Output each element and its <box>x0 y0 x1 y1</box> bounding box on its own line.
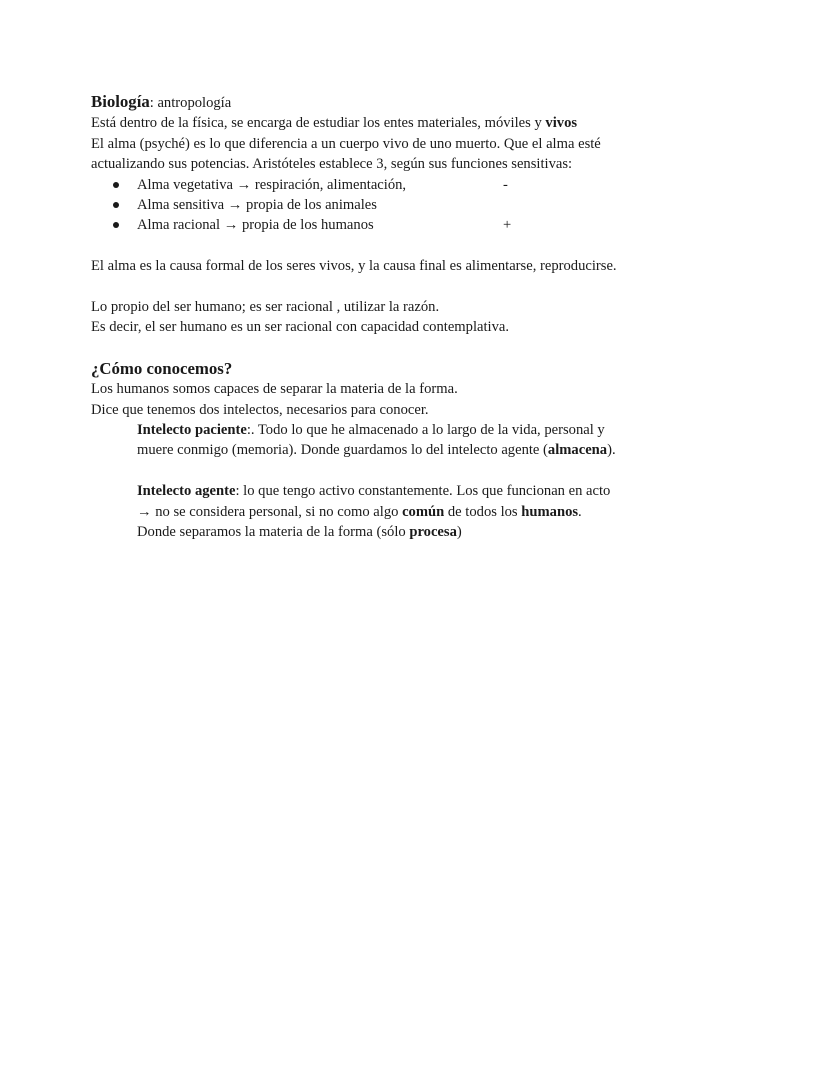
bold-text: procesa <box>409 524 457 541</box>
text-span: muere conmigo (memoria). Donde guardamos lo del intelecto agente ( <box>137 442 548 459</box>
paragraph-line: Lo propio del ser humano; es ser racional , utilizar la razón. <box>91 299 440 316</box>
spacer <box>91 338 741 358</box>
list-item-mark: + <box>503 217 512 234</box>
paragraph-line: Es decir, el ser humano es un ser racional con capacidad contemplativa. <box>91 319 510 336</box>
bold-text: humanos <box>521 503 579 520</box>
intelecto-paciente-block <box>91 420 741 461</box>
paragraph-line <box>91 113 741 133</box>
paragraph-line <box>137 481 741 501</box>
intelecto-agente-block <box>91 481 741 542</box>
section-title: Biología <box>91 92 150 111</box>
spacer <box>91 236 741 256</box>
paragraph-line <box>137 502 741 522</box>
bullet-icon <box>113 182 119 188</box>
text-span: . <box>578 503 582 520</box>
paragraph-line: actualizando sus potencias. Aristóteles establece 3, según sus funciones sensitivas: <box>91 156 573 173</box>
list-item-text: Alma sensitiva → propia de los animales <box>137 197 377 214</box>
bold-text: almacena <box>547 442 608 459</box>
term-bold: Intelecto agente <box>137 483 236 500</box>
paragraph-line <box>137 522 741 542</box>
bold-text: común <box>402 503 445 520</box>
list-item <box>91 215 741 235</box>
paragraph-line: El alma es la causa formal de los seres vivos, y la causa final es alimentarse, reproducirse. <box>91 258 617 275</box>
paragraph-line: El alma (psyché) es lo que diferencia a un cuerpo vivo de uno muerto. Que el alma esté <box>91 135 601 152</box>
text-span: de todos los <box>444 503 522 520</box>
list-item <box>91 195 741 215</box>
list-item-mark: - <box>503 176 508 193</box>
text-span: ). <box>607 442 616 459</box>
section-biologia-heading <box>91 91 741 113</box>
list-item-text: Alma racional → propia de los humanos <box>137 217 374 234</box>
section-como-conocemos-heading: ¿Cómo conocemos? <box>91 359 233 379</box>
spacer <box>91 461 741 481</box>
paragraph-line <box>137 420 741 440</box>
bullet-icon <box>113 202 119 208</box>
text-span: → no se considera personal, si no como algo <box>137 503 403 520</box>
paragraph-line: Los humanos somos capaces de separar la materia de la forma. <box>91 381 458 398</box>
bold-text: vivos <box>545 115 578 132</box>
text-span: ) <box>456 524 462 541</box>
paragraph-line: Dice que tenemos dos intelectos, necesarios para conocer. <box>91 401 429 418</box>
text-span: :. Todo lo que he almacenado a lo largo de la vida, personal y <box>246 422 605 439</box>
list-item-text: Alma vegetativa → respiración, alimentación, <box>137 176 407 193</box>
term-bold: Intelecto paciente <box>137 422 247 439</box>
list-item <box>91 175 741 195</box>
text-span: Está dentro de la física, se encarga de estudiar los entes materiales, móviles y <box>91 115 546 132</box>
bullet-list <box>91 175 741 236</box>
text-span: : lo que tengo activo constantemente. Los que funcionan en acto <box>235 483 611 500</box>
bullet-icon <box>113 222 119 228</box>
document-page <box>91 91 741 542</box>
spacer <box>91 277 741 297</box>
text-span: Donde separamos la materia de la forma (sólo <box>137 524 410 541</box>
paragraph-line <box>137 440 741 460</box>
section-subtitle: : antropología <box>149 95 232 111</box>
